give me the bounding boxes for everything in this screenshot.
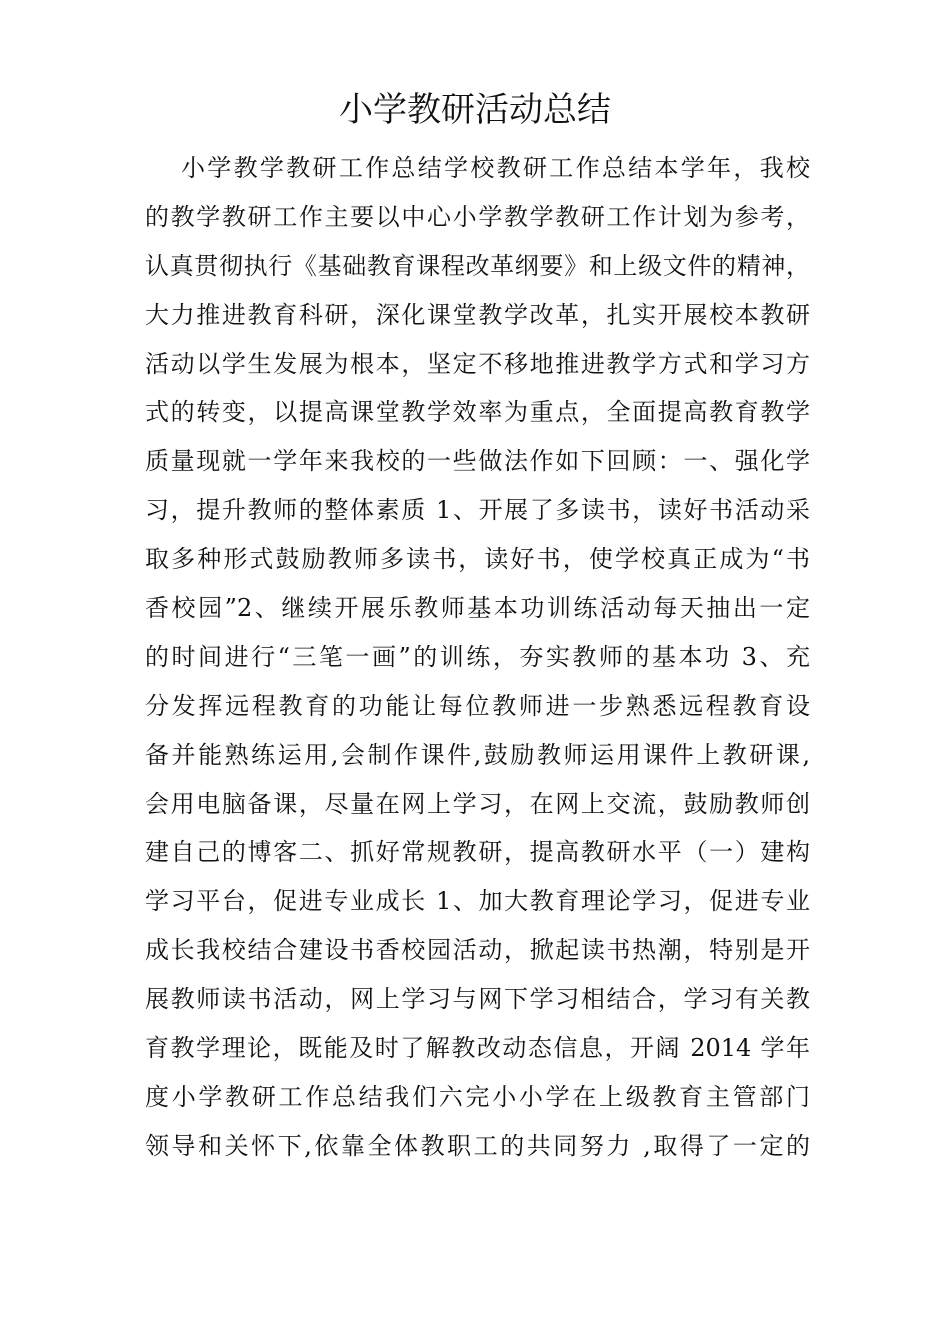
document-title: 小学教研活动总结 <box>339 90 611 130</box>
body-line: 会用电脑备课，尽量在网上学习，在网上交流，鼓励教师创 <box>145 789 810 818</box>
body-line: 的教学教研工作主要以中心小学教学教研工作计划为参考， <box>145 202 810 231</box>
body-line: 质量现就一学年来我校的一些做法作如下回顾：一、强化学 <box>145 447 810 476</box>
body-line: 活动以学生发展为根本，坚定不移地推进教学方式和学习方 <box>145 349 810 378</box>
body-line: 育教学理论，既能及时了解教改动态信息，开阔 2014 学年 <box>145 1034 810 1063</box>
body-line: 度小学教研工作总结我们六完小小学在上级教育主管部门 <box>145 1082 810 1111</box>
body-line: 备并能熟练运用,会制作课件,鼓励教师运用课件上教研课, <box>145 740 810 769</box>
body-line: 认真贯彻执行《基础教育课程改革纲要》和上级文件的精神， <box>145 251 810 280</box>
body-line: 的时间进行“三笔一画”的训练，夯实教师的基本功 3、充 <box>145 642 810 671</box>
body-line: 分发挥远程教育的功能让每位教师进一步熟悉远程教育设 <box>145 691 810 720</box>
body-line: 成长我校结合建设书香校园活动，掀起读书热潮，特别是开 <box>145 936 810 965</box>
body-line: 展教师读书活动，网上学习与网下学习相结合，学习有关教 <box>145 985 810 1014</box>
body-line: 学习平台，促进专业成长 1、加大教育理论学习，促进专业 <box>145 887 810 916</box>
body-line: 习，提升教师的整体素质 1、开展了多读书，读好书活动采 <box>145 496 810 525</box>
body-line: 取多种形式鼓励教师多读书，读好书，使学校真正成为“书 <box>145 545 810 574</box>
body-line: 香校园”2、继续开展乐教师基本功训练活动每天抽出一定 <box>145 594 810 623</box>
body-line: 小学教学教研工作总结学校教研工作总结本学年，我校 <box>181 154 810 182</box>
body-line: 建自己的博客二、抓好常规教研，提高教研水平（一）建构 <box>145 838 810 867</box>
body-line: 大力推进教育科研，深化课堂教学改革，扎实开展校本教研 <box>145 300 810 329</box>
body-line: 式的转变，以提高课堂教学效率为重点，全面提高教育教学 <box>145 398 810 427</box>
document-body <box>145 144 810 1171</box>
body-line: 领导和关怀下,依靠全体教职工的共同努力 ,取得了一定的 <box>145 1131 810 1160</box>
